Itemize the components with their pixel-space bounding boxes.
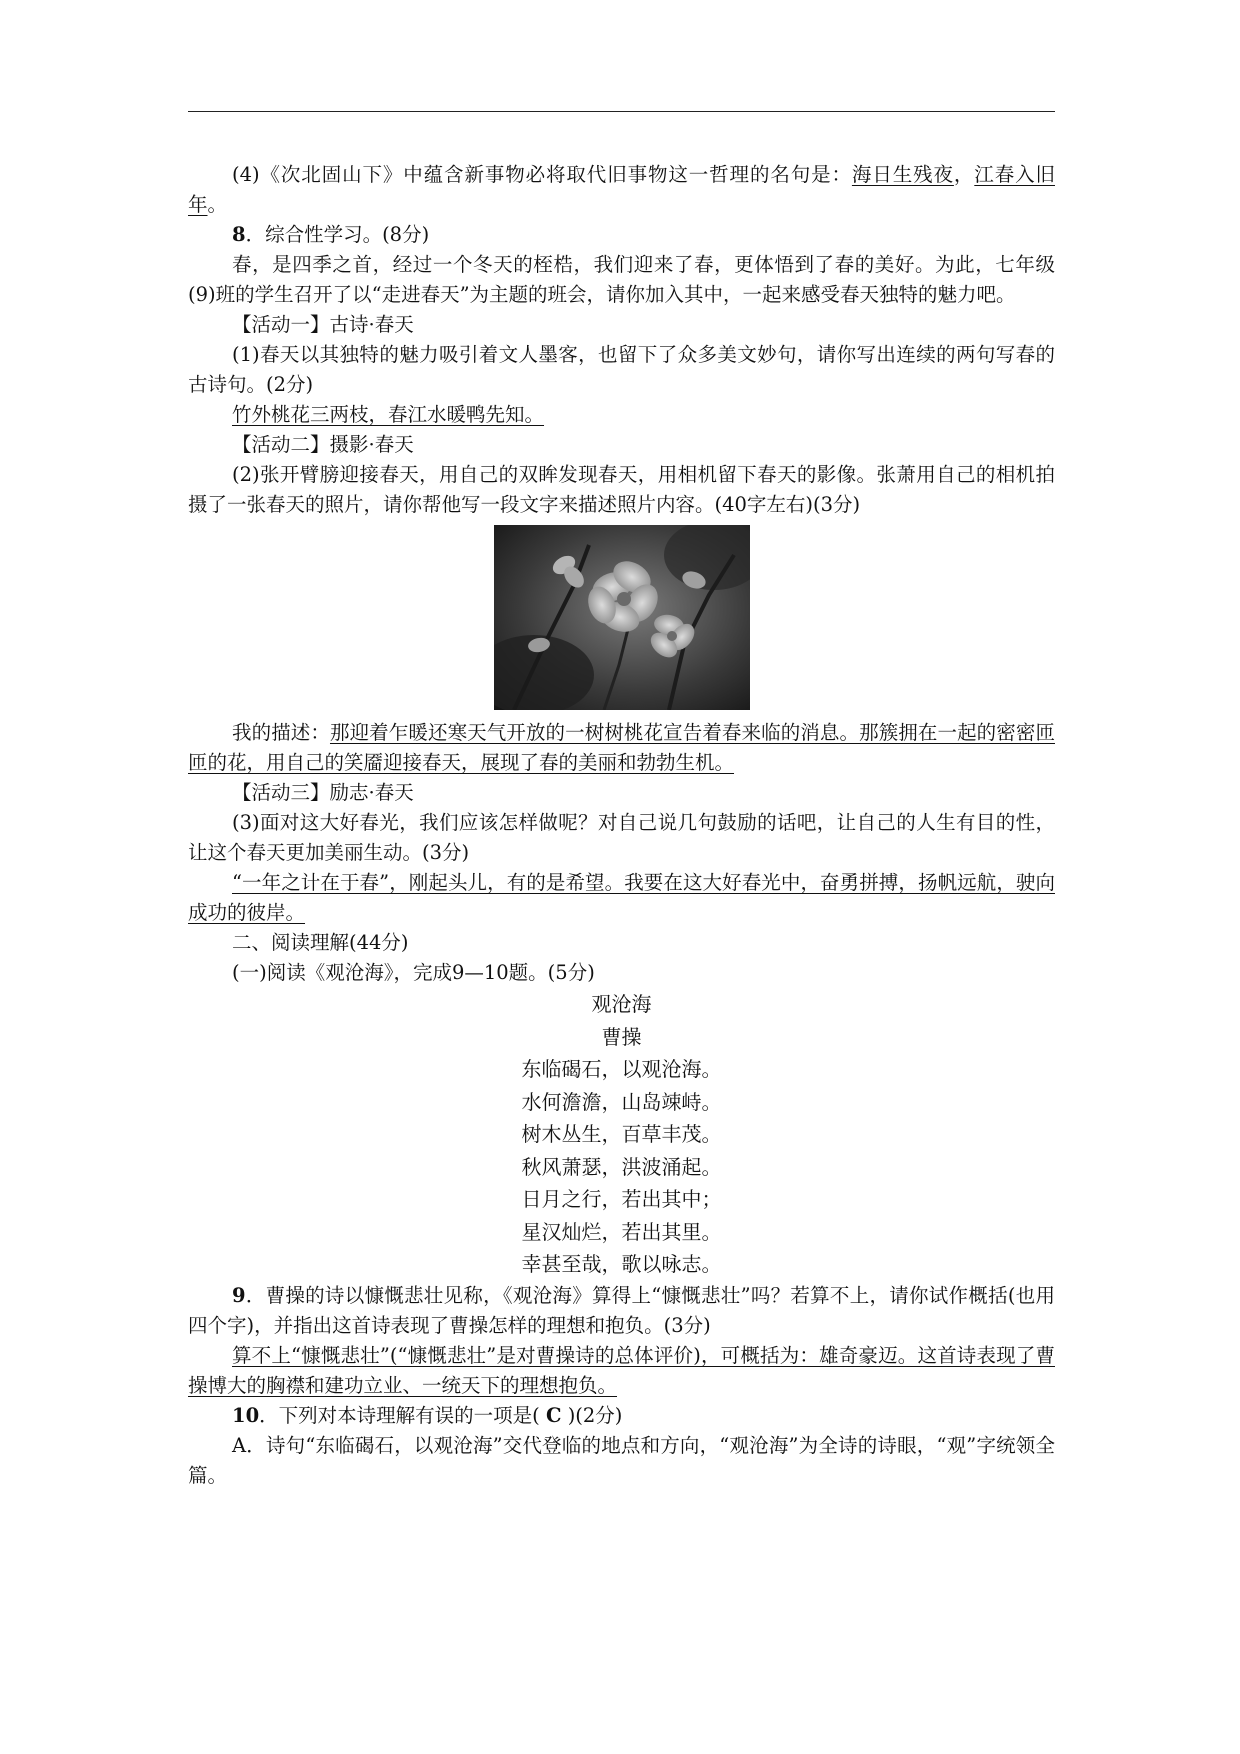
question-8-3: (3)面对这大好春光，我们应该怎样做呢？对自己说几句鼓励的话吧，让自己的人生有目的性，让这个春天更加美丽生动。(3分) — [188, 811, 1055, 864]
header-rule — [188, 111, 1055, 112]
question-8-heading: 8．综合性学习。(8分) — [232, 223, 430, 246]
question-10-option-a: A．诗句“东临碣石，以观沧海”交代登临的地点和方向，“观沧海”为全诗的诗眼，“观”字统领全篇。 — [188, 1433, 1055, 1487]
activity-1-heading: 【活动一】古诗·春天 — [232, 313, 414, 336]
question-7-4: (4)《次北固山下》中蕴含新事物必将取代旧事物这一哲理的名句是：海日生残夜，江春入旧年。 — [188, 163, 1055, 216]
section-2-heading: 二、阅读理解(44分) — [232, 931, 409, 954]
answer-9: 算不上“慷慨悲壮”(“慷慨悲壮”是对曹操诗的总体评价)，可概括为：雄奇豪迈。这首诗表现了曹操博大的胸襟和建功立业、一统天下的理想抱负。 — [188, 1343, 1055, 1397]
poem-line: 秋风萧瑟，洪波涌起。 — [521, 1154, 722, 1179]
poem-title: 观沧海 — [591, 992, 652, 1016]
question-9: 9．曹操的诗以慷慨悲壮见称，《观沧海》算得上“慷慨悲壮”吗？若算不上，请你试作概括(也用四个字)，并指出这首诗表现了曹操怎样的理想和抱负。(3分) — [188, 1283, 1055, 1337]
answer-8-1: 竹外桃花三两枝，春江水暖鸭先知。 — [232, 403, 545, 426]
poem-author: 曹操 — [601, 1024, 642, 1049]
answer-8-3: “一年之计在于春”，刚起头儿，有的是希望。我要在这大好春光中，奋勇拼搏，扬帆远航，驶向成功的彼岸。 — [188, 871, 1055, 924]
poem-line: 日月之行，若出其中； — [521, 1187, 722, 1211]
poem-line: 幸甚至哉，歌以咏志。 — [521, 1252, 722, 1276]
answer-10: C — [545, 1403, 562, 1427]
document-body — [188, 160, 1055, 1491]
poem-line: 树木丛生，百草丰茂。 — [521, 1122, 722, 1146]
answer-7-4-part1: 海日生残夜 — [851, 163, 954, 186]
answer-7-4-part2: 江春入旧年 — [188, 163, 1055, 216]
poem-line: 水何澹澹，山岛竦峙。 — [521, 1089, 722, 1114]
activity-3-heading: 【活动三】励志·春天 — [232, 781, 414, 804]
answer-8-2: 我的描述：那迎着乍暖还寒天气开放的一树树桃花宣告着春来临的消息。那簇拥在一起的密密匝匝的花，用自己的笑靥迎接春天，展现了春的美丽和勃勃生机。 — [188, 721, 1055, 774]
section-2-part-1: (一)阅读《观沧海》，完成9—10题。(5分) — [232, 961, 595, 984]
peach-blossom-image — [494, 525, 750, 710]
peach-blossom-photo — [494, 525, 750, 710]
poem-line: 东临碣石，以观沧海。 — [521, 1057, 722, 1081]
question-8-intro: 春，是四季之首，经过一个冬天的桎梏，我们迎来了春，更体悟到了春的美好。为此，七年级(9)班的学生召开了以“走进春天”为主题的班会，请你加入其中，一起来感受春天独特的魅力吧。 — [188, 253, 1055, 306]
question-10: 10．下列对本诗理解有误的一项是( C )(2分) — [232, 1403, 623, 1427]
poem-line: 星汉灿烂，若出其里。 — [521, 1219, 722, 1244]
question-8-2: (2)张开臂膀迎接春天，用自己的双眸发现春天，用相机留下春天的影像。张萧用自己的相机拍摄了一张春天的照片，请你帮他写一段文字来描述照片内容。(40字左右)(3分) — [188, 463, 1055, 516]
activity-2-heading: 【活动二】摄影·春天 — [232, 433, 414, 456]
poem — [188, 988, 1055, 1281]
question-8-1: (1)春天以其独特的魅力吸引着文人墨客，也留下了众多美文妙句，请你写出连续的两句写春的古诗句。(2分) — [188, 343, 1055, 396]
